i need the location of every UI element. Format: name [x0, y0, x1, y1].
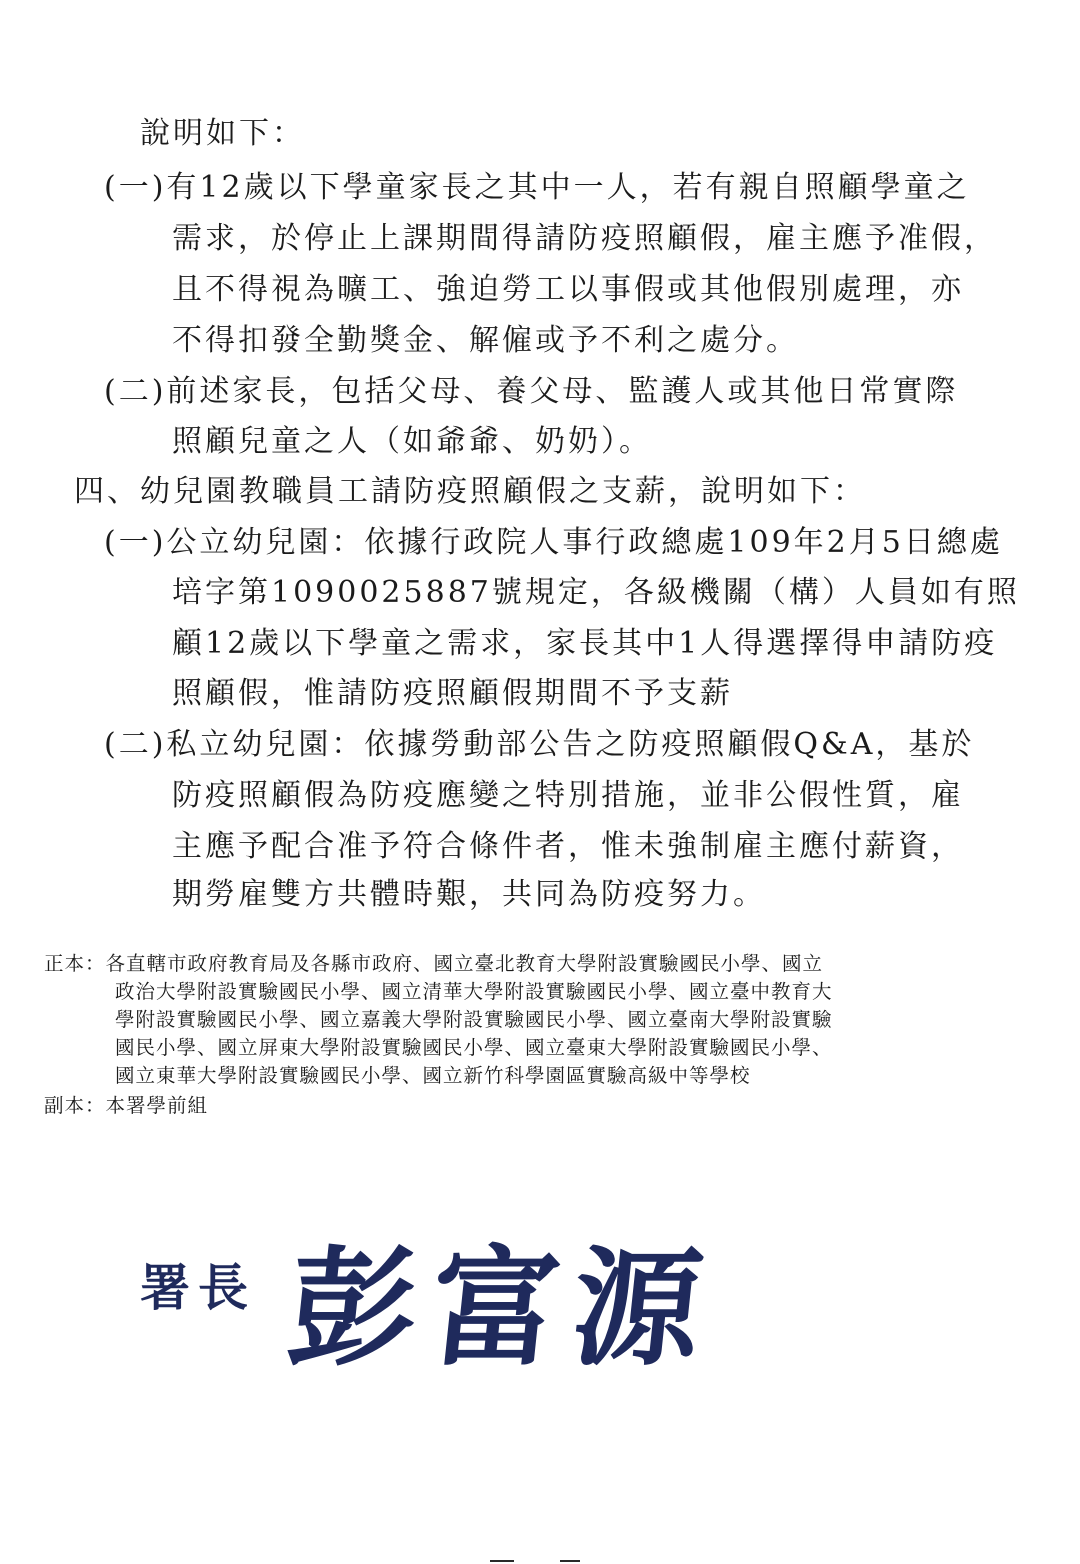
cc-main-line: 國立東華大學附設實驗國民小學、國立新竹科學園區實驗高級中等學校	[115, 1064, 751, 1087]
page-edge-mark	[490, 1560, 514, 1562]
paragraph-line: 防疫照顧假為防疫應變之特別措施，並非公假性質，雇	[172, 778, 964, 813]
cc-copy-line: 副本：本署學前組	[44, 1094, 209, 1117]
cc-main-line: 國民小學、國立屏東大學附設實驗國民小學、國立臺東大學附設實驗國民小學、	[115, 1036, 833, 1059]
paragraph-line: 培字第1090025887號規定，各級機關（構）人員如有照	[172, 575, 1020, 610]
paragraph-line: 且不得視為曠工、強迫勞工以事假或其他假別處理，亦	[172, 272, 964, 307]
cc-main-line: 政治大學附設實驗國民小學、國立清華大學附設實驗國民小學、國立臺中教育大	[115, 980, 833, 1003]
explanation-heading: 說明如下：	[140, 116, 305, 151]
paragraph-line: (一)公立幼兒園：依據行政院人事行政總處109年2月5日總處	[104, 525, 1003, 560]
cc-main-line: 正本：各直轄市政府教育局及各縣市政府、國立臺北教育大學附設實驗國民小學、國立	[44, 952, 824, 975]
paragraph-line: 照顧假，惟請防疫照顧假期間不予支薪	[172, 676, 733, 711]
paragraph-line: 顧12歲以下學童之需求，家長其中1人得選擇得申請防疫	[172, 626, 998, 661]
cc-main-line: 學附設實驗國民小學、國立嘉義大學附設實驗國民小學、國立臺南大學附設實驗	[115, 1008, 833, 1031]
page-edge-mark	[560, 1560, 580, 1562]
signature-name: 彭富源	[280, 1234, 723, 1384]
paragraph-line: (一)有12歲以下學童家長之其中一人，若有親自照顧學童之	[104, 170, 970, 205]
paragraph-line: 期勞雇雙方共體時艱，共同為防疫努力。	[172, 877, 766, 912]
paragraph-line: 主應予配合准予符合條件者，惟未強制雇主應付薪資，	[172, 829, 964, 864]
paragraph-line: 照顧兒童之人（如爺爺、奶奶）。	[172, 424, 652, 459]
paragraph-line: (二)私立幼兒園：依據勞動部公告之防疫照顧假Q&A，基於	[104, 727, 975, 762]
paragraph-line: 不得扣發全勤獎金、解僱或予不利之處分。	[172, 323, 799, 358]
paragraph-line: (二)前述家長，包括父母、養父母、監護人或其他日常實際	[104, 374, 959, 409]
paragraph-line: 需求，於停止上課期間得請防疫照顧假，雇主應予准假，	[172, 221, 997, 256]
section-4-heading: 四、幼兒園教職員工請防疫照顧假之支薪，說明如下：	[74, 474, 866, 509]
signature-title: 署長	[140, 1258, 256, 1317]
